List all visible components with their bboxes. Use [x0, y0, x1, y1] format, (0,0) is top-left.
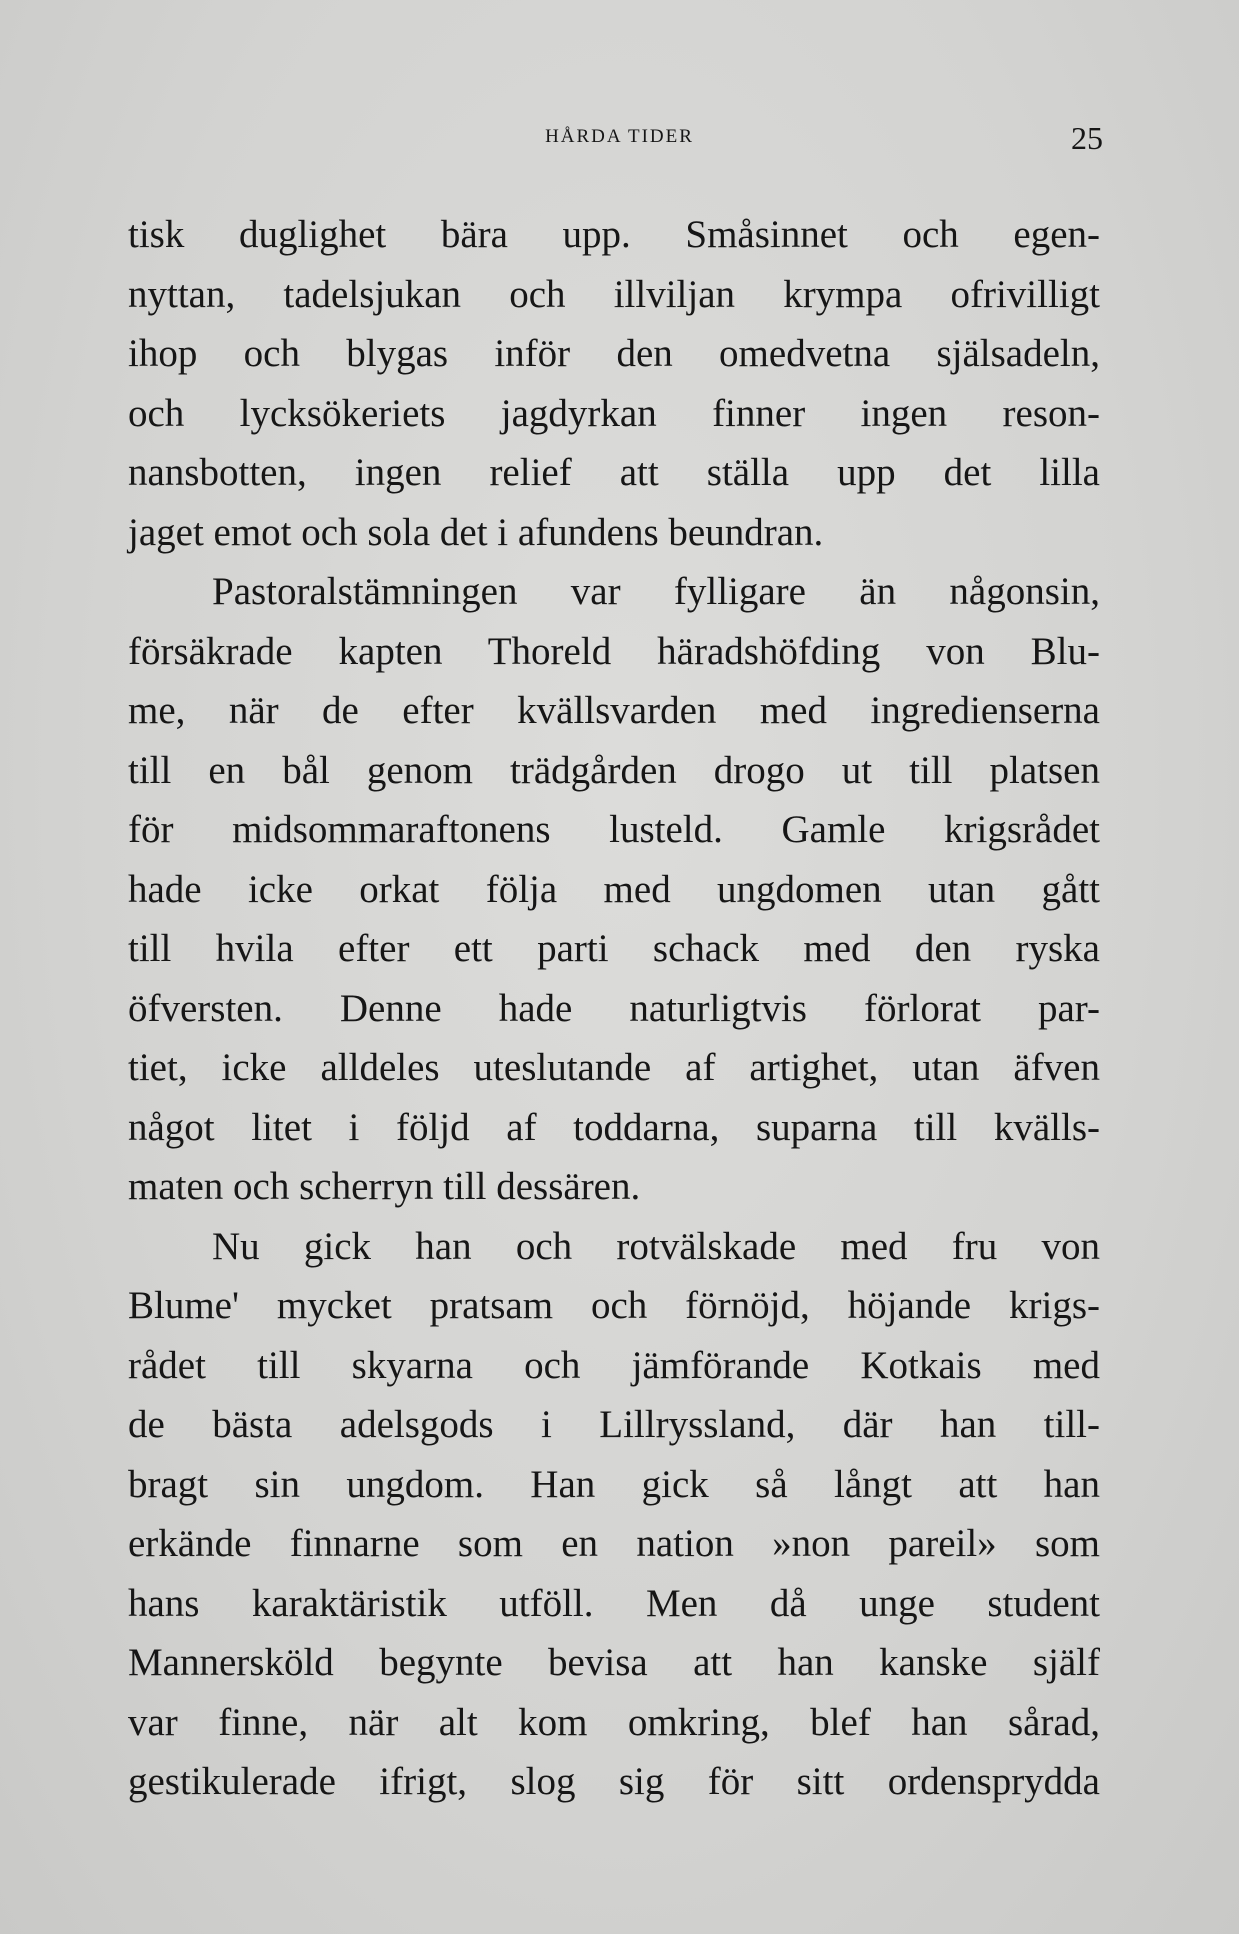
- text-line: tiet, icke alldeles uteslutande af artighet, utan äfven: [128, 1046, 1100, 1089]
- text-line: maten och scherryn till dessären.: [128, 1165, 641, 1208]
- text-line: rådet till skyarna och jämförande Kotkais med: [128, 1343, 1100, 1387]
- body-text: [128, 205, 1100, 1812]
- text-line: ihop och blygas inför den omedvetna själsadeln,: [128, 332, 1100, 375]
- text-line: till hvila efter ett parti schack med den ryska: [128, 927, 1100, 970]
- text-line: försäkrade kapten Thoreld häradshöfding von Blu-: [128, 629, 1100, 673]
- text-line: hade icke orkat följa med ungdomen utan gått: [128, 867, 1100, 911]
- running-head: [0, 120, 1239, 164]
- text-line: Mannersköld begynte bevisa att han kanske själf: [128, 1641, 1100, 1684]
- text-line: bragt sin ungdom. Han gick så långt att han: [128, 1462, 1100, 1506]
- text-line: erkände finnarne som en nation »non pareil» som: [128, 1522, 1100, 1565]
- text-line: var finne, när alt kom omkring, blef han sårad,: [128, 1700, 1100, 1744]
- text-line: hans karaktäristik utföll. Men då unge student: [128, 1581, 1100, 1625]
- text-line: jaget emot och sola det i afundens beundran.: [128, 510, 824, 554]
- text-line: till en bål genom trädgården drogo ut till platsen: [128, 748, 1100, 792]
- text-line: me, när de efter kvällsvarden med ingredienserna: [128, 689, 1100, 732]
- text-line: nyttan, tadelsjukan och illviljan krympa ofrivilligt: [128, 272, 1100, 316]
- text-line: och lycksökeriets jagdyrkan finner ingen reson-: [128, 391, 1100, 435]
- text-line: Blume' mycket pratsam och förnöjd, höjande krigs-: [128, 1284, 1100, 1327]
- page-number: 25: [1071, 120, 1103, 156]
- text-line: öfversten. Denne hade naturligtvis förlorat par-: [128, 986, 1100, 1030]
- text-line: gestikulerade ifrigt, slog sig för sitt ordensprydda: [128, 1760, 1100, 1803]
- running-title: HÅRDA TIDER: [545, 126, 694, 147]
- text-line: Pastoralstämningen var fylligare än någonsin,: [212, 570, 1100, 613]
- text-line: Nu gick han och rotvälskade med fru von: [212, 1224, 1100, 1268]
- text-line: nansbotten, ingen relief att ställa upp det lilla: [128, 451, 1100, 494]
- text-line: något litet i följd af toddarna, suparna till kvälls-: [128, 1105, 1100, 1149]
- text-line: för midsommaraftonens lusteld. Gamle krigsrådet: [128, 808, 1100, 851]
- text-line: tisk duglighet bära upp. Småsinnet och egen-: [128, 213, 1100, 256]
- text-line: de bästa adelsgods i Lillryssland, där han till-: [128, 1403, 1100, 1446]
